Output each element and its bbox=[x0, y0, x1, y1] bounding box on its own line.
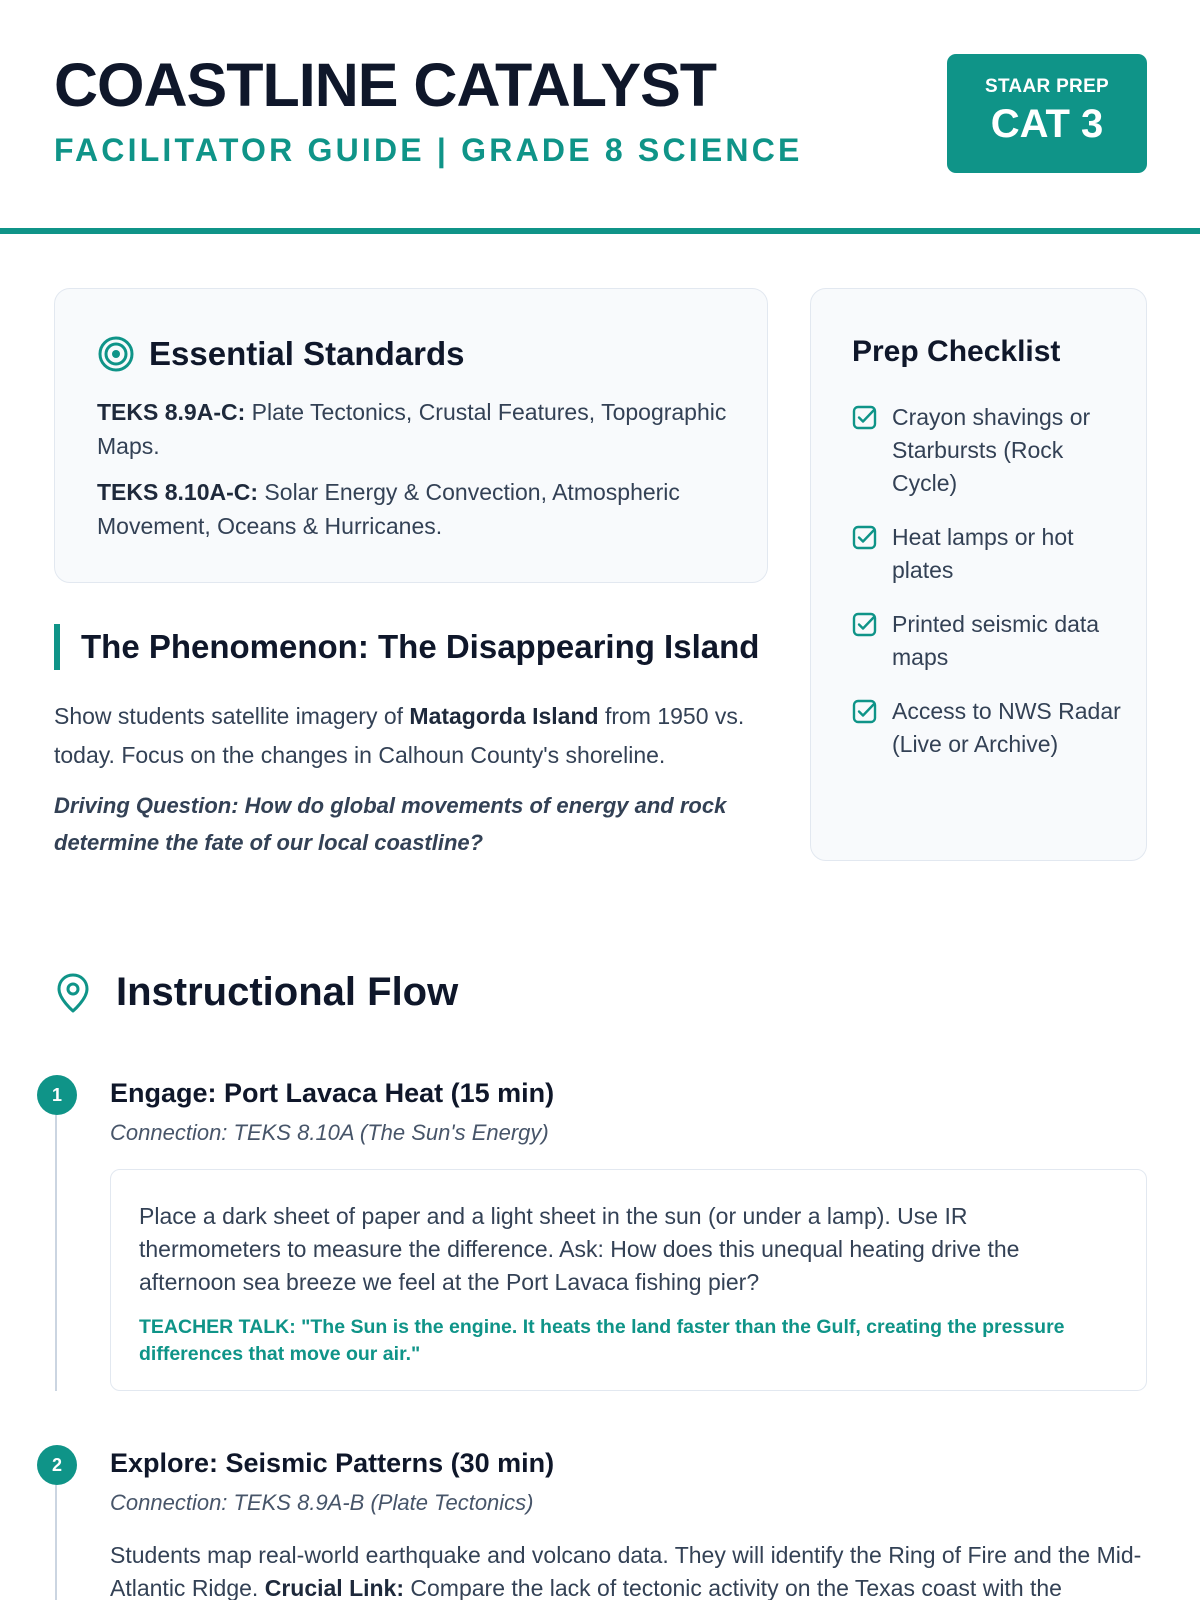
checkbox-icon bbox=[852, 405, 877, 430]
checklist-item-label: Access to NWS Radar (Live or Archive) bbox=[892, 698, 1121, 757]
checkbox-icon bbox=[852, 612, 877, 637]
checklist-item bbox=[852, 401, 1122, 500]
checklist-item-label: Printed seismic data maps bbox=[892, 611, 1100, 670]
step-number-badge: 2 bbox=[37, 1445, 77, 1485]
checklist-title: Prep Checklist bbox=[852, 335, 1061, 368]
phenomenon-text: Show students satellite imagery of bbox=[54, 703, 410, 729]
checklist-item bbox=[852, 695, 1122, 761]
standards-heading bbox=[97, 335, 464, 373]
phenomenon-paragraph bbox=[54, 697, 774, 775]
checklist-item bbox=[852, 521, 1122, 587]
page-title: COASTLINE CATALYST bbox=[54, 51, 717, 119]
checkbox-icon bbox=[852, 699, 877, 724]
step-number-badge: 1 bbox=[37, 1075, 77, 1115]
map-pin-icon bbox=[54, 972, 92, 1014]
step-title: Engage: Port Lavaca Heat (15 min) bbox=[110, 1078, 555, 1108]
checklist-item-label: Heat lamps or hot plates bbox=[892, 524, 1074, 583]
staar-badge bbox=[947, 54, 1147, 173]
standard-text: Plate Tectonics, Crustal Features, Topographic Maps. bbox=[97, 399, 727, 459]
standard-text: Solar Energy & Convection, Atmospheric Movement, Oceans & Hurricanes. bbox=[97, 479, 680, 539]
checkbox-icon bbox=[852, 525, 877, 550]
standard-item bbox=[97, 475, 737, 543]
timeline-line bbox=[55, 1465, 57, 1600]
step-body-text: Compare the lack of tectonic activity on the Texas coast with the bbox=[404, 1575, 1062, 1600]
driving-question: Driving Question: How do global movements of energy and rock determine the fate of our local coastline? bbox=[54, 793, 727, 855]
badge-label: STAAR PREP bbox=[984, 76, 1110, 97]
step-body-text: Students map real-world earthquake and volcano data. They will identify the Ring of Fire and the Mid-Atlantic Ridge. bbox=[110, 1542, 1142, 1600]
step-connection: Connection: TEKS 8.10A (The Sun's Energy) bbox=[110, 1120, 549, 1145]
step-connection: Connection: TEKS 8.9A-B (Plate Tectonics) bbox=[110, 1490, 534, 1515]
target-icon bbox=[97, 335, 135, 373]
prep-checklist-card bbox=[810, 288, 1147, 861]
instructional-flow-heading bbox=[54, 970, 458, 1015]
step-title: Explore: Seismic Patterns (30 min) bbox=[110, 1448, 555, 1478]
teacher-talk: TEACHER TALK: "The Sun is the engine. It heats the land faster than the Gulf, creating the pressure differences that move our air." bbox=[139, 1316, 1065, 1365]
checklist-list bbox=[852, 401, 1122, 782]
standard-code: TEKS 8.10A-C: bbox=[97, 479, 259, 505]
page-header bbox=[0, 0, 1200, 234]
standard-code: TEKS 8.9A-C: bbox=[97, 399, 246, 425]
crucial-link-label: Crucial Link: bbox=[264, 1575, 405, 1600]
phenomenon-location: Matagorda Island bbox=[409, 703, 599, 729]
phenomenon-heading: The Phenomenon: The Disappearing Island bbox=[54, 624, 759, 670]
checklist-item bbox=[852, 608, 1122, 674]
timeline-line bbox=[55, 1095, 57, 1391]
step-body bbox=[110, 1539, 1147, 1600]
checklist-item-label: Crayon shavings or Starbursts (Rock Cycle) bbox=[892, 404, 1091, 496]
phenomenon-text: from 1950 vs. today. Focus on the changes in Calhoun County's shoreline. bbox=[54, 703, 745, 768]
step-body: Place a dark sheet of paper and a light sheet in the sun (or under a lamp). Use IR thermometers to measure the difference. Ask: How does this unequal heating drive the afternoon sea breeze we feel at the Port Lavaca fishing pier? bbox=[139, 1203, 1020, 1295]
step-activity-box bbox=[110, 1169, 1147, 1391]
standard-item bbox=[97, 395, 737, 463]
standards-title: Essential Standards bbox=[149, 335, 465, 372]
badge-value: CAT 3 bbox=[990, 102, 1104, 146]
essential-standards-card bbox=[54, 288, 768, 583]
flow-title: Instructional Flow bbox=[116, 970, 459, 1014]
page-subtitle: FACILITATOR GUIDE | GRADE 8 SCIENCE bbox=[54, 132, 803, 168]
